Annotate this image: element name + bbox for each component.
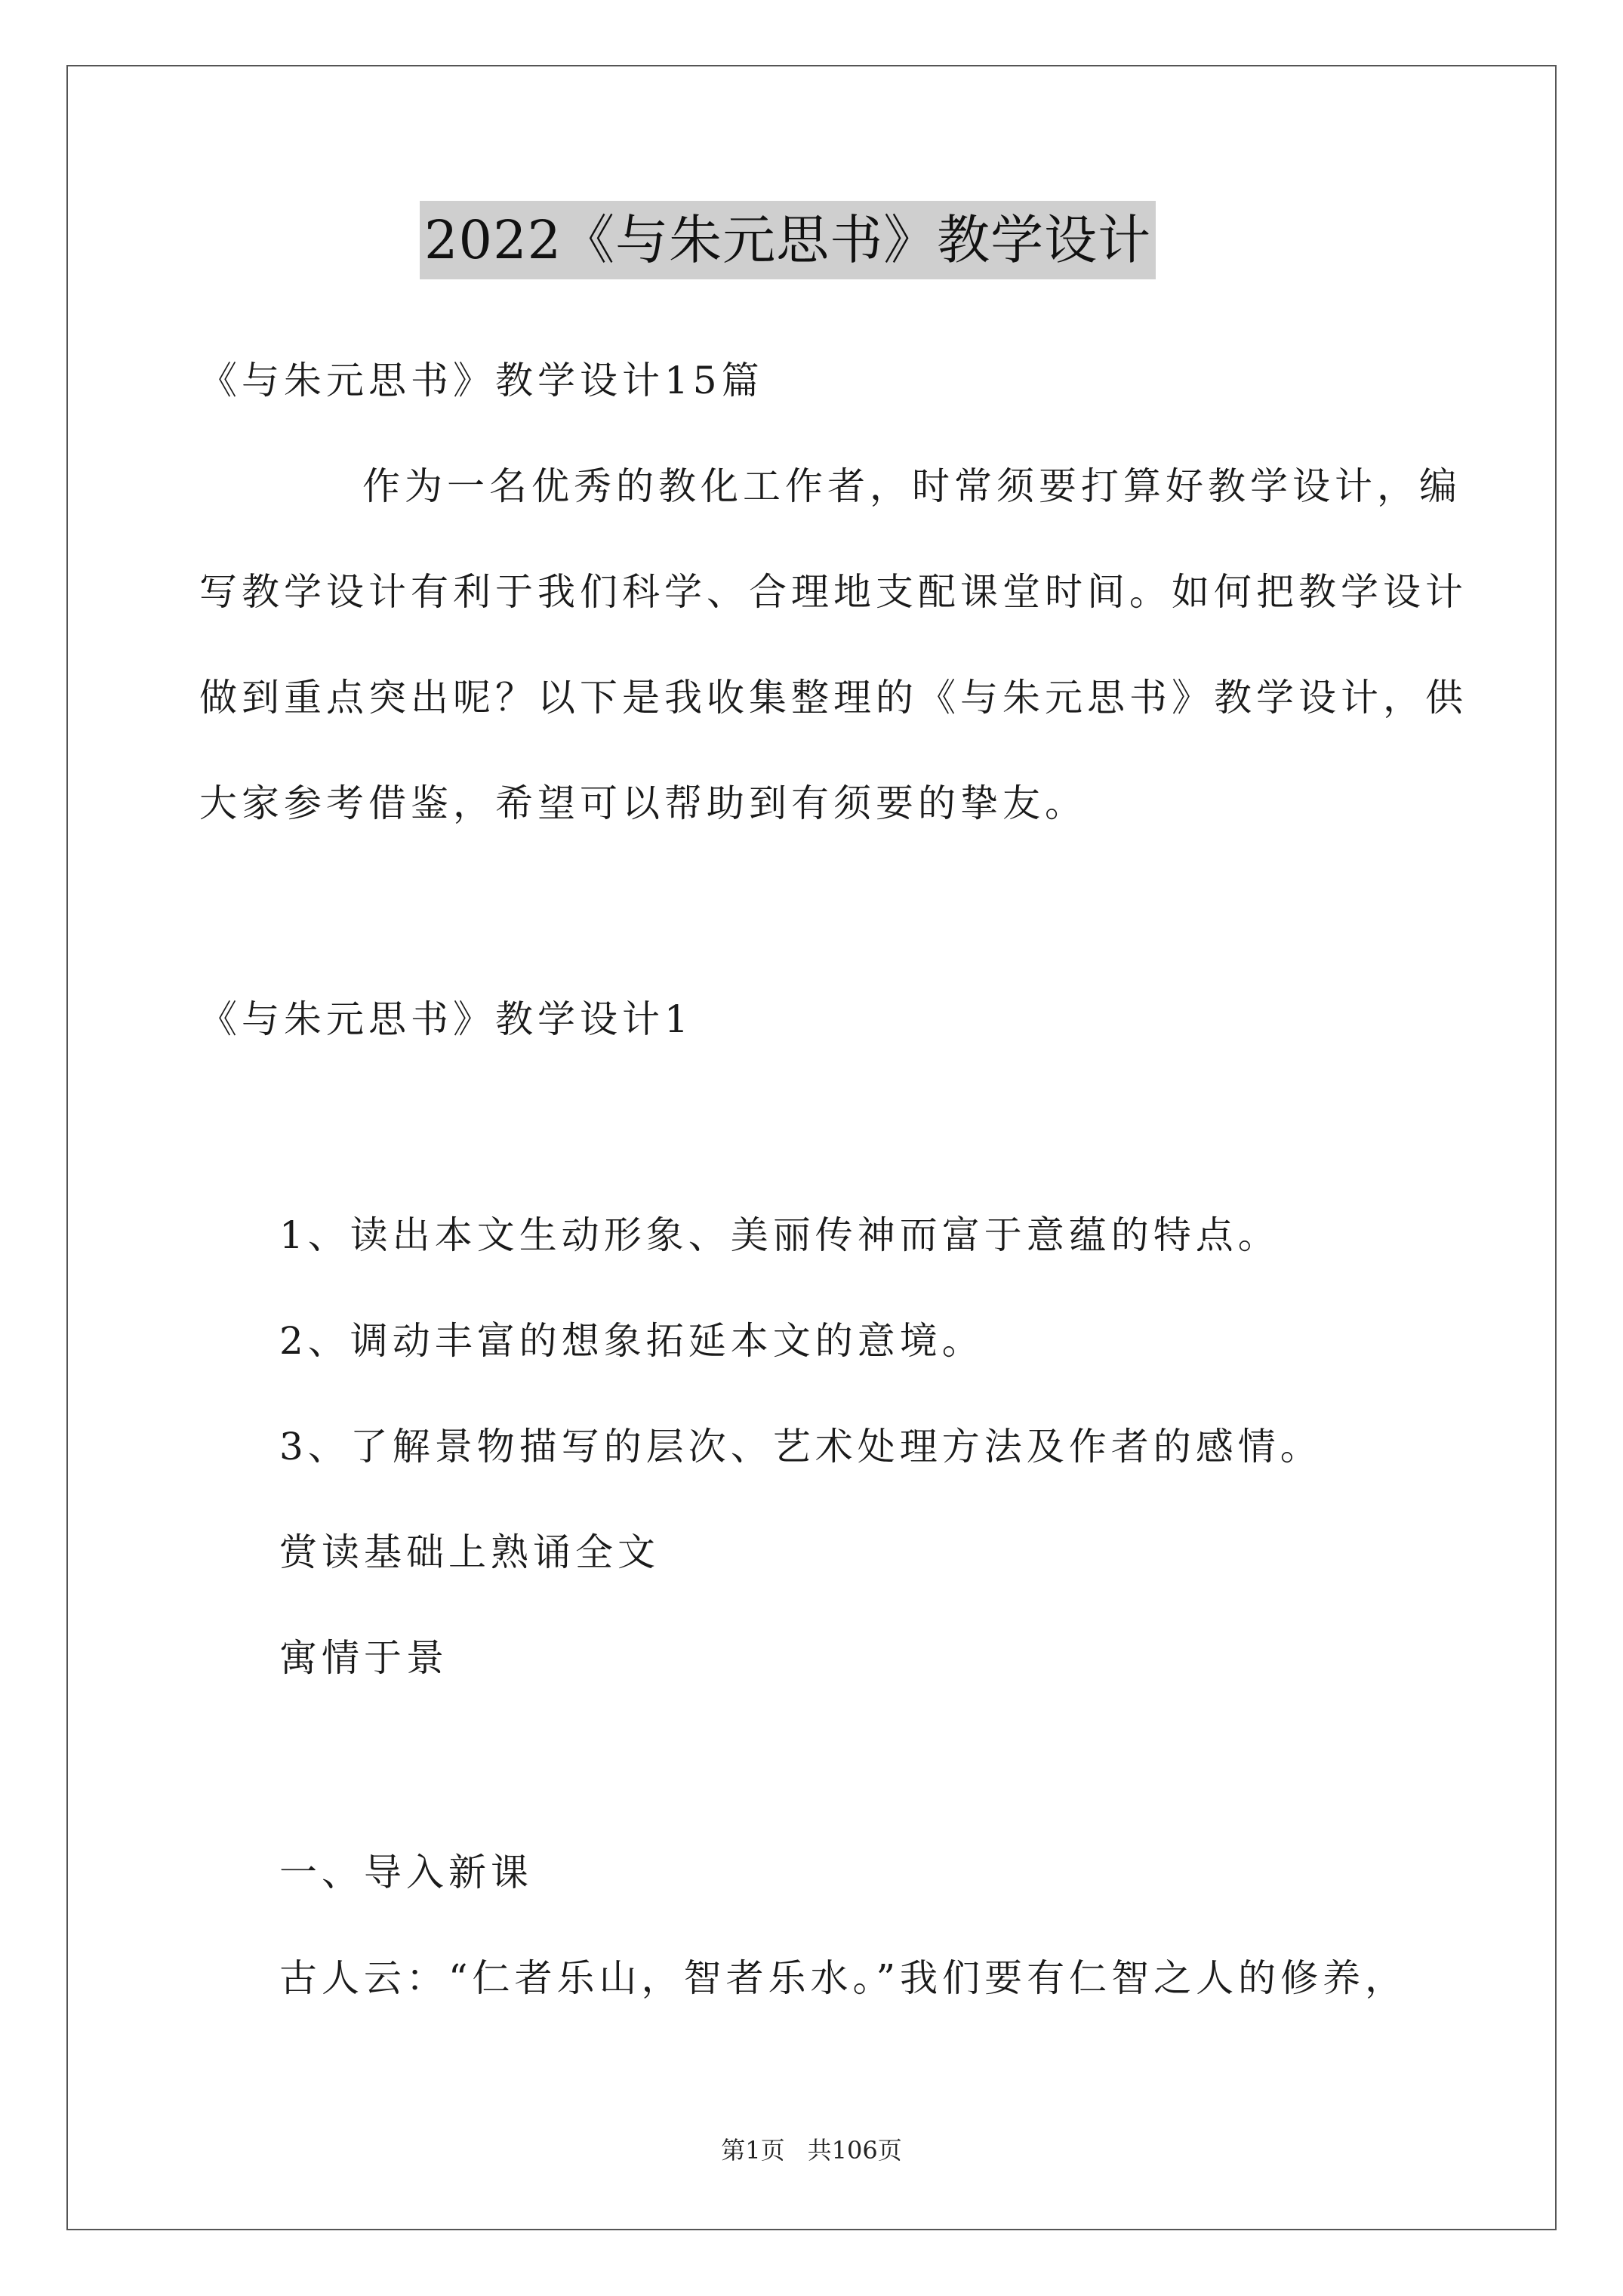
intro-line-4: 大家参考借鉴，希望可以帮助到有须要的挚友。 bbox=[199, 781, 1087, 825]
intro-line-2: 写教学设计有利于我们科学、合理地支配课堂时间。如何把教学设计 bbox=[199, 570, 1467, 614]
page-number: 第1页 bbox=[721, 2136, 785, 2165]
difficulty: 寓情于景 bbox=[279, 1636, 448, 1680]
objective-3: 3、了解景物描写的层次、艺术处理方法及作者的感情。 bbox=[279, 1425, 1323, 1469]
document-subtitle: 《与朱元思书》教学设计15篇 bbox=[199, 359, 764, 402]
key-point: 赏读基础上熟诵全文 bbox=[279, 1530, 660, 1574]
intro-line-3: 做到重点突出呢？以下是我收集整理的《与朱元思书》教学设计，供 bbox=[199, 676, 1467, 720]
document-title: 2022《与朱元思书》教学设计 bbox=[420, 201, 1156, 279]
page-footer bbox=[0, 2135, 1623, 2165]
intro-line-1: 作为一名优秀的教化工作者，时常须要打算好教学设计，编 bbox=[362, 464, 1461, 508]
step-heading: 一、导入新课 bbox=[279, 1851, 533, 1894]
step-text: 古人云：“仁者乐山，智者乐水。”我们要有仁智之人的修养， bbox=[279, 1956, 1408, 2000]
page-total: 共106页 bbox=[807, 2136, 902, 2165]
objective-1: 1、读出本文生动形象、美丽传神而富于意蕴的特点。 bbox=[279, 1213, 1280, 1257]
objective-2: 2、调动丰富的想象拓延本文的意境。 bbox=[279, 1319, 984, 1363]
section-heading: 《与朱元思书》教学设计1 bbox=[199, 997, 693, 1041]
